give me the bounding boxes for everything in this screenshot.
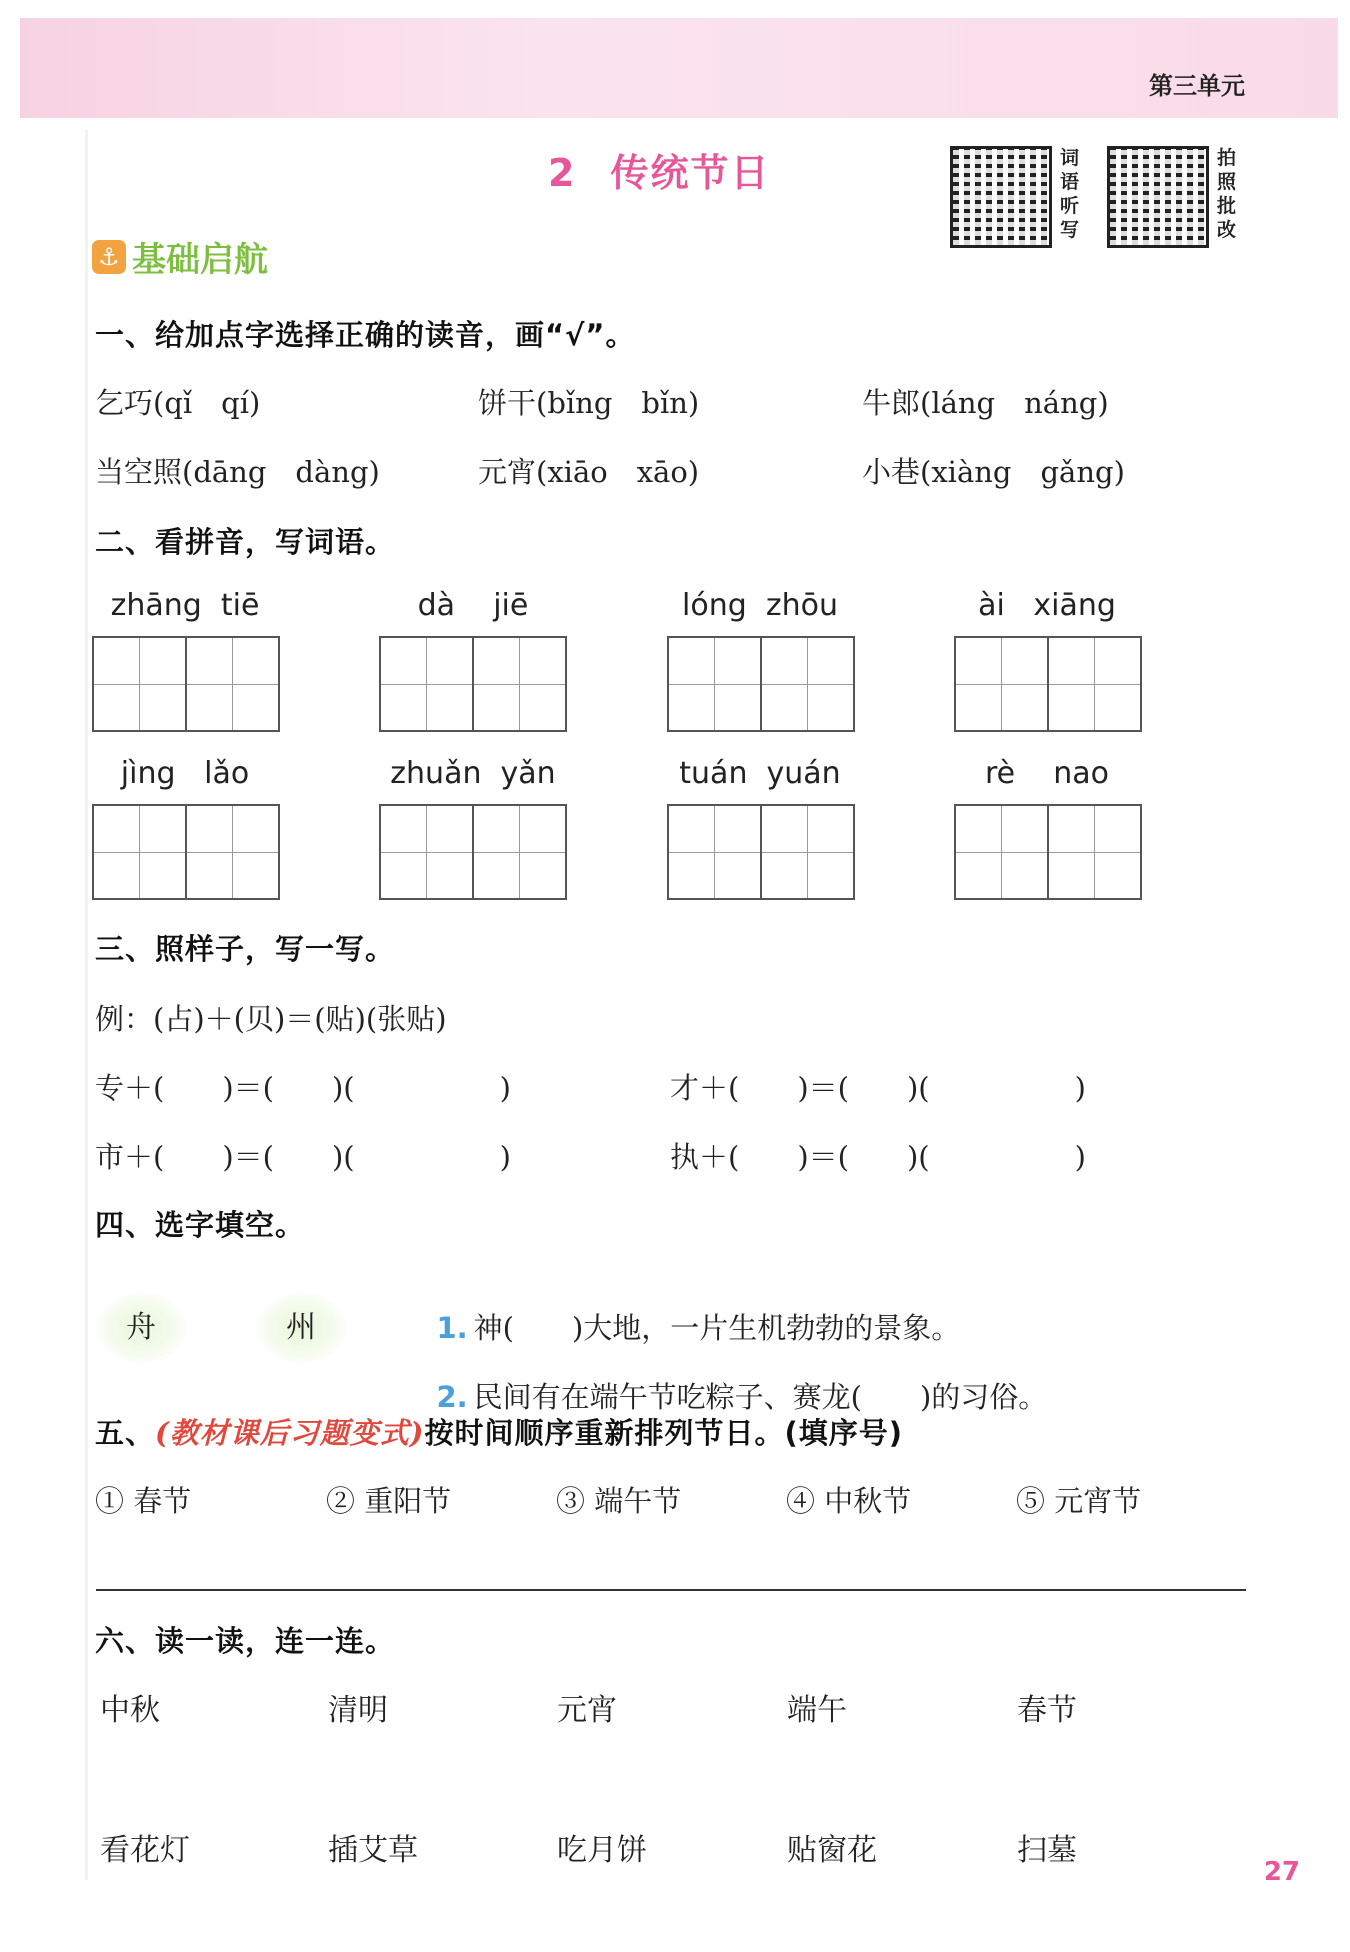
pinyin-label: jìng lǎo	[120, 756, 250, 791]
writing-grid[interactable]	[667, 804, 855, 900]
pinyin-label: rè nao	[984, 756, 1110, 791]
page-number: 27	[1263, 1857, 1300, 1887]
section-heading	[92, 232, 268, 281]
writing-grid[interactable]	[379, 636, 567, 732]
anchor-icon: ⚓	[92, 240, 126, 274]
writing-grid[interactable]	[954, 636, 1142, 732]
qr-photo-grading[interactable]	[1107, 146, 1239, 248]
textbook-variant-tag: (教材课后习题变式)	[155, 1416, 425, 1450]
question-5-title: 五、(教材课后习题变式)按时间顺序重新排列节日。(填序号)	[95, 1416, 903, 1450]
festival-option: ④ 中秋节	[786, 1484, 912, 1518]
question-2-title: 二、看拼音，写词语。	[95, 525, 396, 559]
margin-rule	[85, 130, 88, 1880]
pinyin-label: dà jiē	[417, 588, 529, 623]
match-custom[interactable]: 看花灯	[100, 1833, 190, 1868]
q3-item[interactable]: 专＋( )＝( )( )	[95, 1071, 511, 1105]
q1-item[interactable]: 当空照(dāng dàng)	[95, 455, 380, 489]
q1-item[interactable]: 牛郎(láng náng)	[862, 386, 1109, 420]
qr-caption: 拍照批改	[1217, 147, 1237, 241]
festival-option: ① 春节	[95, 1484, 192, 1518]
question-6-title: 六、读一读，连一连。	[95, 1624, 396, 1658]
q3-item[interactable]: 执＋( )＝( )( )	[670, 1140, 1086, 1174]
q3-item[interactable]: 市＋( )＝( )( )	[95, 1140, 511, 1174]
festival-option: ⑤ 元宵节	[1016, 1484, 1142, 1518]
section-title: 基础启航	[132, 240, 268, 280]
q1-item[interactable]: 小巷(xiàng gǎng)	[862, 455, 1125, 489]
match-festival[interactable]: 元宵	[557, 1693, 617, 1728]
lesson-title-text: 传统节日	[610, 151, 771, 195]
pinyin-label: lóng zhōu	[682, 588, 838, 623]
header-band	[20, 18, 1338, 118]
writing-grid[interactable]	[92, 804, 280, 900]
match-festival[interactable]: 中秋	[100, 1693, 160, 1728]
match-custom[interactable]: 贴窗花	[787, 1833, 877, 1868]
festival-option: ② 重阳节	[326, 1484, 452, 1518]
q1-item[interactable]: 乞巧(qǐ qí)	[95, 386, 261, 420]
qr-dictation[interactable]	[950, 146, 1082, 248]
pinyin-label: zhuǎn yǎn	[390, 756, 556, 791]
match-custom[interactable]: 扫墓	[1017, 1833, 1077, 1868]
writing-grid[interactable]	[667, 636, 855, 732]
question-3-title: 三、照样子，写一写。	[95, 932, 396, 966]
pinyin-label: ài xiāng	[978, 588, 1116, 623]
question-1-title: 一、给加点字选择正确的读音，画“√”。	[95, 318, 636, 352]
answer-line[interactable]	[96, 1589, 1246, 1591]
choice-char: 舟	[96, 1293, 186, 1363]
question-4-title: 四、选字填空。	[95, 1208, 306, 1242]
pinyin-label: tuán yuán	[679, 756, 841, 791]
q3-item[interactable]: 才＋( )＝( )( )	[670, 1071, 1086, 1105]
q1-item[interactable]: 元宵(xiāo xāo)	[478, 455, 700, 489]
choice-char: 州	[256, 1293, 346, 1363]
qr-code-icon[interactable]	[1107, 146, 1209, 248]
writing-grid[interactable]	[379, 804, 567, 900]
lesson-number: 2	[548, 151, 577, 195]
q3-example: 例：(占)＋(贝)＝(贴)(张贴)	[95, 1002, 447, 1036]
match-festival[interactable]: 清明	[328, 1693, 388, 1728]
q4-item[interactable]: 1. 神( )大地，一片生机勃勃的景象。	[436, 1311, 961, 1345]
q4-item[interactable]: 2. 民间有在端午节吃粽子、赛龙( )的习俗。	[436, 1380, 1048, 1414]
unit-label: 第三单元	[1149, 72, 1245, 100]
qr-caption: 词语听写	[1060, 147, 1080, 241]
writing-grid[interactable]	[92, 636, 280, 732]
writing-grid[interactable]	[954, 804, 1142, 900]
match-festival[interactable]: 端午	[787, 1693, 847, 1728]
match-custom[interactable]: 吃月饼	[557, 1833, 647, 1868]
match-custom[interactable]: 插艾草	[328, 1833, 418, 1868]
pinyin-label: zhāng tiē	[110, 588, 260, 623]
qr-code-icon[interactable]	[950, 146, 1052, 248]
lesson-title	[548, 142, 770, 197]
match-festival[interactable]: 春节	[1017, 1693, 1077, 1728]
festival-option: ③ 端午节	[556, 1484, 682, 1518]
q1-item[interactable]: 饼干(bǐng bǐn)	[478, 386, 700, 420]
